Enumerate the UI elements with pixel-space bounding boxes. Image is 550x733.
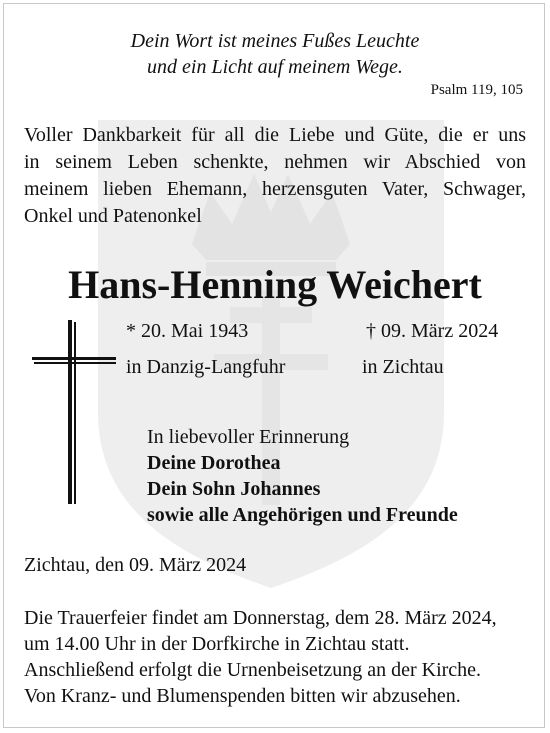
intro-line-2: in seinem Leben schenkte, nehmen wir Abschied von bbox=[24, 151, 526, 173]
deceased-name: Hans-Henning Weichert bbox=[68, 262, 482, 307]
funeral-info bbox=[24, 605, 526, 709]
intro-paragraph bbox=[24, 122, 526, 230]
mourners-block bbox=[147, 424, 458, 528]
intro-line-1: Voller Dankbarkeit für all die Liebe und Güte, die er uns bbox=[24, 124, 526, 146]
funeral-line-1: Die Trauerfeier findet am Donnerstag, dem 28. März 2024, bbox=[24, 607, 497, 629]
cross-icon bbox=[32, 320, 116, 504]
verse-line-1: Dein Wort ist meines Fußes Leuchte bbox=[130, 30, 420, 52]
death-place: in Zichtau bbox=[362, 356, 444, 378]
birth-place: in Danzig-Langfuhr bbox=[126, 356, 286, 378]
verse-reference: Psalm 119, 105 bbox=[430, 82, 523, 98]
place-and-date: Zichtau, den 09. März 2024 bbox=[24, 554, 247, 576]
funeral-line-2: um 14.00 Uhr in der Dorfkirche in Zichtau statt. bbox=[24, 633, 410, 655]
death-date: † 09. März 2024 bbox=[366, 320, 499, 342]
funeral-line-3: Anschließend erfolgt die Urnenbeisetzung an der Kirche. bbox=[24, 659, 482, 681]
bible-verse bbox=[0, 28, 550, 80]
mourners-heading: In liebevoller Erinnerung bbox=[147, 426, 350, 448]
intro-line-3: meinem lieben Ehemann, herzensguten Vater, Schwager, bbox=[24, 178, 526, 200]
verse-line-2: und ein Licht auf meinem Wege. bbox=[147, 56, 403, 78]
mourner-wife: Deine Dorothea bbox=[147, 452, 281, 474]
mourner-relatives: sowie alle Angehörigen und Freunde bbox=[147, 504, 458, 526]
mourner-son: Dein Sohn Johannes bbox=[147, 478, 321, 500]
funeral-line-4: Von Kranz- und Blumenspenden bitten wir abzusehen. bbox=[24, 685, 461, 707]
birth-date: * 20. Mai 1943 bbox=[126, 320, 249, 342]
intro-line-4: Onkel und Patenonkel bbox=[24, 205, 202, 227]
